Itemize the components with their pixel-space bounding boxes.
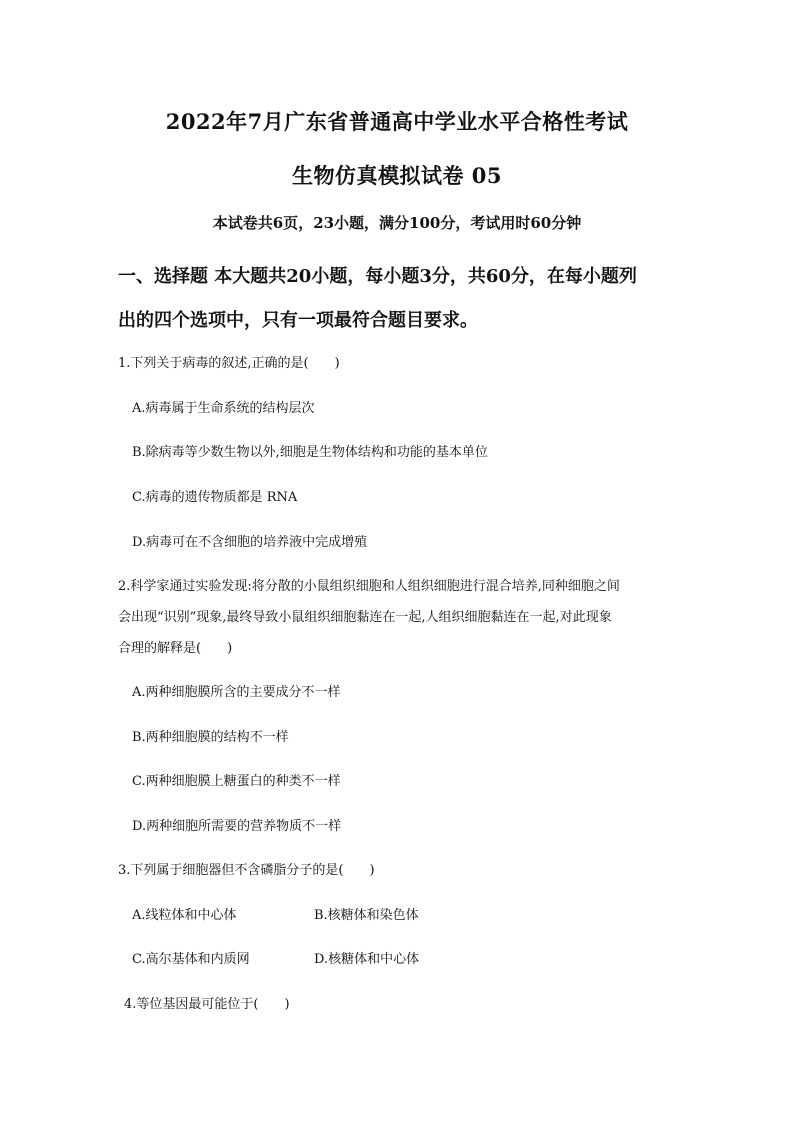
- question-3-stem: 3.下列属于细胞器但不含磷脂分子的是( ): [118, 863, 375, 878]
- question-3-option-b: B.核糖体和染色体: [314, 908, 419, 923]
- question-1-option-d: D.病毒可在不含细胞的培养液中完成增殖: [132, 535, 368, 550]
- question-1-stem: 1.下列关于病毒的叙述,正确的是( ): [118, 356, 340, 371]
- question-2-stem-line: 合理的解释是( ): [118, 641, 233, 656]
- question-1-option-c: C.病毒的遗传物质都是 RNA: [132, 490, 298, 505]
- question-1-option-b: B.除病毒等少数生物以外,细胞是生物体结构和功能的基本单位: [132, 445, 488, 460]
- question-4-stem: 4.等位基因最可能位于( ): [124, 997, 290, 1012]
- question-2-option-b: B.两种细胞膜的结构不一样: [132, 730, 289, 745]
- question-3-option-d: D.核糖体和中心体: [314, 952, 420, 967]
- question-2-stem-line: 2.科学家通过实验发现:将分散的小鼠组织细胞和人组织细胞进行混合培养,同种细胞之间: [118, 579, 620, 594]
- question-1-option-a: A.病毒属于生命系统的结构层次: [132, 401, 315, 416]
- exam-title: 2022年7月广东省普通高中学业水平合格性考试: [165, 109, 629, 134]
- question-2-option-a: A.两种细胞膜所含的主要成分不一样: [132, 685, 341, 700]
- question-3-option-a: A.线粒体和中心体: [132, 908, 237, 923]
- question-2-stem: [118, 571, 678, 664]
- question-2-option-d: D.两种细胞所需要的营养物质不一样: [132, 819, 342, 834]
- question-2-option-c: C.两种细胞膜上糖蛋白的种类不一样: [132, 774, 341, 789]
- question-2-stem-line: 会出现“识别”现象,最终导致小鼠组织细胞黏连在一起,人组织细胞黏连在一起,对此现象: [118, 610, 612, 625]
- exam-subtitle-title: 生物仿真模拟试卷 05: [291, 163, 503, 188]
- section-heading: [118, 255, 678, 343]
- section-heading-line: 出的四个选项中，只有一项最符合题目要求。: [118, 310, 478, 331]
- question-3-option-c: C.高尔基体和内质网: [132, 952, 250, 967]
- section-heading-line: 一、选择题 本大题共20小题，每小题3分，共60分，在每小题列: [118, 266, 637, 287]
- exam-instructions: 本试卷共6页，23小题，满分100分，考试用时60分钟: [212, 214, 582, 232]
